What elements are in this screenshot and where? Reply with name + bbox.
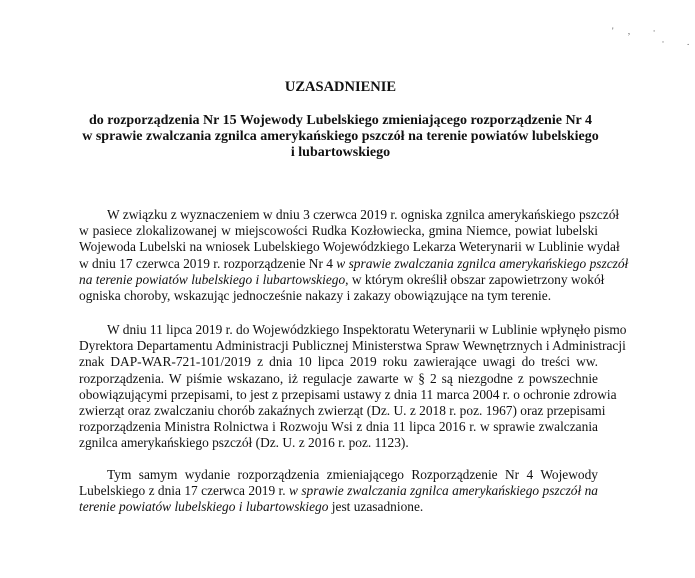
italic-regulation-title: na terenie powiatów lubelskiego i lubartowskiego bbox=[79, 271, 346, 287]
paragraph-ministry-letter bbox=[79, 322, 627, 452]
paragraph-line: zwierząt oraz zwalczaniu chorób zakaźnych zwierząt (Dz. U. z 2018 r. poz. 1967) oraz przepisami bbox=[79, 403, 606, 419]
italic-regulation-title: w sprawie zwalczania zgnilca amerykańskiego pszczół bbox=[336, 255, 629, 271]
text-run: , w którym określił obszar zapowietrzony wokół bbox=[345, 271, 605, 287]
paragraph-line bbox=[79, 499, 598, 515]
paragraph-line: znak DAP-WAR-721-101/2019 z dnia 10 lipca 2019 roku zawierające uwagi do treści ww. bbox=[79, 354, 598, 370]
scan-artifact-marks: ' , · · . bbox=[612, 26, 695, 47]
paragraph-line: Tym samym wydanie rozporządzenia zmieniającego Rozporządzenie Nr 4 Wojewody bbox=[107, 467, 598, 482]
text-run: w dniu 17 czerwca 2019 r. rozporządzenie Nr 4 bbox=[79, 255, 337, 271]
text-run: jest uzasadnione. bbox=[328, 499, 424, 515]
paragraph-line: w pasiece zlokalizowanej w miejscowości Rudka Kozłowiecka, gmina Niemce, powiat lubelski bbox=[79, 223, 598, 239]
subtitle-line: w sprawie zwalczania zgnilca amerykańskiego pszczół na terenie powiatów lubelskiego bbox=[82, 129, 599, 144]
italic-regulation-title: terenie powiatów lubelskiego i lubartowskiego bbox=[79, 499, 329, 515]
paragraph-line bbox=[79, 483, 598, 499]
italic-regulation-title: w sprawie zwalczania zgnilca amerykańskiego pszczół na bbox=[289, 483, 598, 499]
paragraph-line: W związku z wyznaczeniem w dniu 3 czerwca 2019 r. ogniska zgnilca amerykańskiego pszczół bbox=[107, 207, 620, 222]
text-run: Lubelskiego z dnia 17 czerwca 2019 r. bbox=[79, 483, 290, 499]
paragraph-line: obowiązującymi przepisami, to jest z przepisami ustawy z dnia 11 marca 2004 r. o ochronie zdrowia bbox=[79, 386, 617, 402]
subtitle-line: do rozporządzenia Nr 15 Wojewody Lubelskiego zmieniającego rozporządzenie Nr 4 bbox=[88, 113, 593, 128]
paragraph-intro bbox=[79, 207, 629, 304]
document-title: UZASADNIENIE bbox=[284, 79, 397, 95]
paragraph-line: ogniska choroby, wskazując jednocześnie nakazy i zakazy obowiązujące na tym terenie. bbox=[79, 288, 552, 304]
paragraph-line: rozporządzenia Ministra Rolnictwa i Rozwoju Wsi z dnia 11 lipca 2016 r. w sprawie zwalczania bbox=[79, 419, 598, 435]
paragraph-line: Wojewoda Lubelski na wniosek Lubelskiego Wojewódzkiego Lekarza Weterynarii w Lublinie wydał bbox=[79, 239, 620, 255]
paragraph-line: zgnilca amerykańskiego pszczół (Dz. U. z 2016 r. poz. 1123). bbox=[79, 435, 409, 451]
paragraph-line: W dniu 11 lipca 2019 r. do Wojewódzkiego Inspektoratu Weterynarii w Lublinie wpłynęło pismo bbox=[107, 322, 627, 337]
document-subtitle bbox=[40, 113, 641, 161]
paragraph-line bbox=[79, 271, 605, 288]
paragraph-conclusion bbox=[79, 467, 598, 516]
paragraph-line: rozporządzenia. W piśmie wskazano, iż regulacje zawarte w § 2 są niezgodne z powszechnie bbox=[79, 370, 598, 386]
paragraph-line bbox=[79, 255, 629, 272]
paragraph-line: Dyrektora Departamentu Administracji Publicznej Ministerstwa Spraw Wewnętrznych i Administracji bbox=[79, 338, 626, 354]
subtitle-line: i lubartowskiego bbox=[290, 145, 391, 160]
